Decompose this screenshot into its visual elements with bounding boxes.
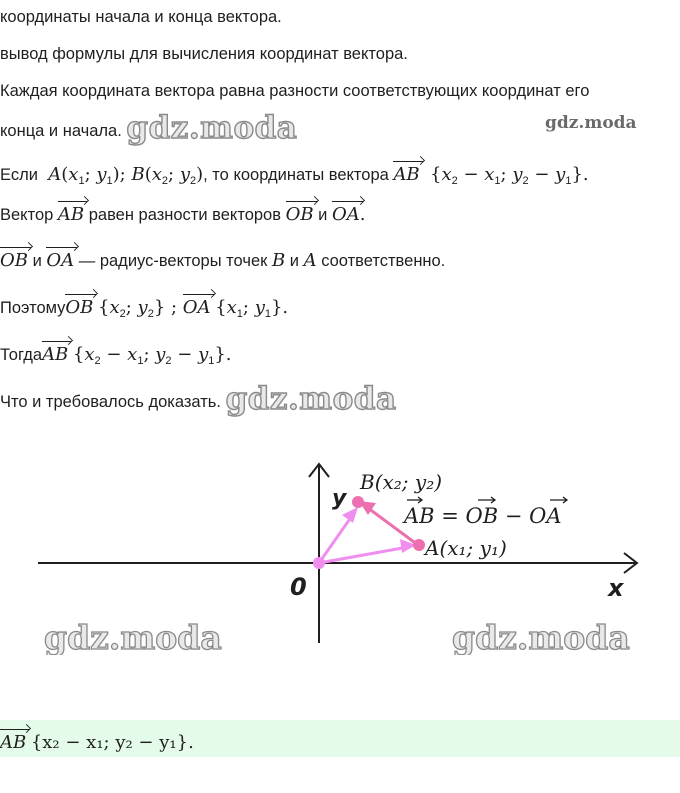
text-line-6: Вектор AB равен разности векторов OB и OA. bbox=[0, 200, 365, 226]
vector-oa: OA bbox=[46, 246, 74, 272]
y-axis-label: y bbox=[332, 486, 347, 511]
vector-ab: AB bbox=[42, 340, 68, 366]
watermark-logo: gdz.moda bbox=[452, 618, 630, 655]
text-line-7: OB и OA — радиус-векторы точек B и A соответственно. bbox=[0, 246, 445, 272]
point-b-label: B(x₂; y₂) bbox=[360, 470, 443, 494]
vector-ab: AB bbox=[58, 200, 84, 226]
line-4-text: конца и начала. bbox=[0, 122, 122, 140]
vector-ob: OB bbox=[65, 293, 93, 319]
then-label: , то координаты вектора bbox=[203, 166, 389, 184]
answer-text: {x₂ − x₁; y₂ − y₁}. bbox=[30, 732, 194, 753]
vector-oa: OA bbox=[183, 293, 211, 319]
text-line-8: ПоэтомуOB {$x_2$; $y_2$} ; OA {$x_1$; $y_1$}. bbox=[0, 293, 288, 321]
answer-box bbox=[0, 720, 680, 757]
text-line-9: ТогдаAB {$x_2 - x_1$; $y_2 - y_1$}. bbox=[0, 340, 232, 368]
point-a bbox=[413, 539, 425, 551]
point-a-label: A(x₁; y₁) bbox=[425, 536, 507, 560]
vector-ob: OB bbox=[0, 246, 28, 272]
watermark-logo: gdz.moda bbox=[44, 618, 222, 655]
watermark-small: gdz.moda bbox=[545, 113, 637, 133]
text-line-5: Если $A(x_1$; $y_1$); $B(x_2$; $y_2$), то координаты вектора AB {$x_2 - x_1$; $y_2 - y_1$}. bbox=[0, 160, 589, 188]
text-line-1: координаты начала и конца вектора. bbox=[0, 8, 282, 26]
if-label: Если bbox=[0, 166, 38, 184]
answer-vector: AB bbox=[0, 728, 26, 754]
watermark-logo: gdz.moda bbox=[126, 110, 298, 146]
vector-ab: AB bbox=[393, 160, 419, 186]
text-line-10: Что и требовалось доказать. gdz.moda bbox=[0, 381, 397, 417]
text-line-2: вывод формулы для вычисления координат вектора. bbox=[0, 45, 408, 63]
vector-ob: OB bbox=[286, 200, 314, 226]
x-axis bbox=[38, 553, 637, 573]
origin-label: 0 bbox=[290, 573, 307, 601]
vector-ob-arrow bbox=[319, 507, 358, 563]
watermark-logo: gdz.moda bbox=[225, 381, 397, 417]
text-line-4 bbox=[0, 110, 298, 146]
formula-vector-arrows bbox=[407, 497, 567, 503]
vector-formula: AB = OB − OA bbox=[404, 504, 562, 528]
vector-oa: OA bbox=[332, 200, 360, 226]
coordinate-diagram bbox=[0, 455, 680, 655]
text-line-3: Каждая координата вектора равна разности соответствующих координат его bbox=[0, 82, 590, 100]
x-axis-label: x bbox=[608, 574, 624, 602]
point-b bbox=[352, 496, 364, 508]
origin-point bbox=[313, 557, 325, 569]
